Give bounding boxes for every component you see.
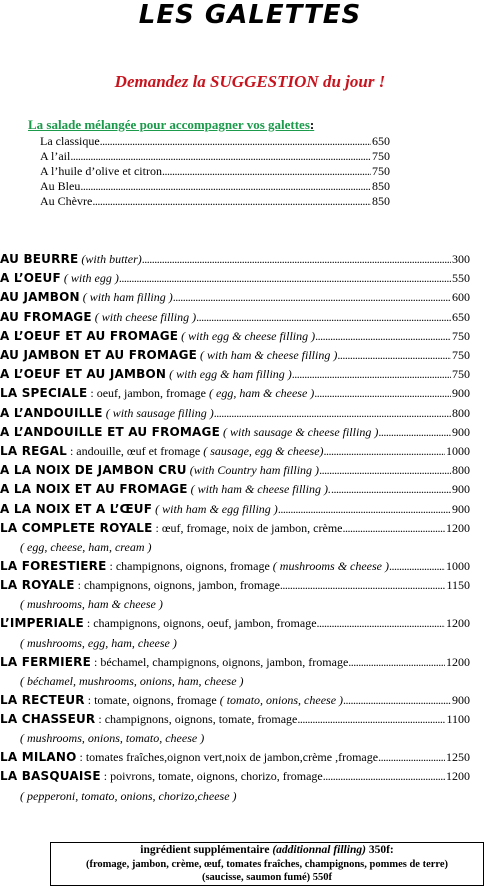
salad-item bbox=[40, 179, 390, 194]
menu-item-description: : champignons, oignons, tomate, fromage bbox=[95, 712, 298, 727]
menu-item bbox=[0, 365, 470, 384]
menu-item-text bbox=[0, 365, 292, 384]
menu-item bbox=[0, 710, 470, 748]
menu-item-row bbox=[0, 308, 470, 327]
menu-item-price: 750 bbox=[452, 367, 470, 382]
menu-item-description: : champignons, oignons, oeuf, jambon, fromage bbox=[83, 616, 317, 631]
menu-item-price: 750 bbox=[452, 328, 470, 343]
salad-item-price: 750 bbox=[372, 149, 390, 163]
menu-item-row bbox=[0, 384, 470, 403]
menu-item-translation: (with butter) bbox=[81, 252, 142, 266]
menu-item-description: : tomates fraîches,oignon vert,noix de jambon,crème ,fromage bbox=[76, 750, 379, 765]
menu-item-name: LA FERMIERE bbox=[0, 654, 91, 669]
dot-leader bbox=[162, 164, 371, 179]
menu-item-price: 1000 bbox=[446, 559, 470, 574]
menu-item-price: 800 bbox=[452, 405, 470, 420]
salad-item bbox=[40, 149, 390, 164]
menu-item bbox=[0, 442, 470, 461]
menu-item-row bbox=[0, 269, 470, 288]
menu-item-translation: ( with cheese filling ) bbox=[94, 309, 197, 324]
menu-item-row bbox=[0, 691, 470, 710]
menu-item-translation: ( with sausage & cheese filling ) bbox=[223, 424, 379, 439]
menu-item-name: AU BEURRE bbox=[0, 252, 79, 266]
menu-item-row bbox=[0, 500, 470, 519]
menu-item bbox=[0, 576, 470, 614]
menu-item-translation: ( with ham & cheese filling ). bbox=[190, 482, 331, 497]
dot-leader bbox=[214, 404, 451, 423]
menu-item-row bbox=[0, 710, 470, 729]
menu-item-price: 1000 bbox=[446, 444, 470, 459]
menu-item bbox=[0, 327, 470, 346]
menu-item-translation: ( with ham & egg filling ) bbox=[155, 501, 278, 516]
menu-item-text bbox=[0, 346, 337, 365]
salad-item-price: 850 bbox=[372, 194, 390, 208]
dot-leader bbox=[142, 250, 451, 269]
menu-item-description: : andouille, œuf et fromage bbox=[66, 444, 201, 459]
menu-item-price: 750 bbox=[452, 348, 470, 363]
salad-heading bbox=[28, 117, 314, 133]
menu-item-text bbox=[0, 653, 348, 672]
menu-item-name: LA CHASSEUR bbox=[0, 712, 96, 727]
menu-item-name: AU JAMBON bbox=[0, 290, 80, 305]
dot-leader bbox=[389, 557, 445, 576]
suggestion-banner: Demandez la SUGGESTION du jour ! bbox=[114, 72, 386, 91]
menu-item-price: 1100 bbox=[446, 712, 470, 727]
menu-item-row bbox=[0, 423, 470, 442]
menu-item bbox=[0, 250, 470, 269]
salad-item-name: A l’ail bbox=[40, 149, 71, 163]
menu-item bbox=[0, 288, 470, 307]
menu-item-row bbox=[0, 653, 470, 672]
menu-item-text bbox=[0, 327, 315, 346]
extra-filling-translation: (additionnal filling) bbox=[272, 844, 366, 856]
menu-item-translation: ( with egg & ham filling ) bbox=[169, 367, 292, 382]
extra-filling-line-1 bbox=[51, 844, 483, 858]
menu-item-price: 900 bbox=[452, 424, 470, 439]
salad-item-name: La classique bbox=[40, 134, 100, 148]
menu-item-name: AU FROMAGE bbox=[0, 309, 92, 324]
menu-item-row bbox=[0, 480, 470, 499]
menu-item-text bbox=[0, 308, 196, 327]
dot-leader bbox=[317, 614, 445, 633]
menu-item-name: LA ROYALE bbox=[0, 578, 75, 593]
menu-item-translation: ( mushrooms, egg, ham, cheese ) bbox=[20, 635, 177, 650]
salad-item bbox=[40, 134, 390, 149]
menu-item-price: 300 bbox=[452, 252, 470, 266]
menu-item-text bbox=[0, 767, 323, 786]
menu-item-price: 900 bbox=[452, 482, 470, 497]
menu-item-price: 1200 bbox=[446, 769, 470, 784]
menu-item-price: 1200 bbox=[446, 520, 470, 535]
dot-leader bbox=[378, 748, 445, 767]
menu-item-text bbox=[0, 288, 173, 307]
menu-item-description: : œuf, fromage, noix de jambon, crème bbox=[152, 520, 343, 535]
menu-item-name: A LA NOIX ET AU FROMAGE bbox=[0, 482, 188, 497]
menu-item-translation: ( mushrooms, onions, tomato, cheese ) bbox=[20, 731, 205, 746]
menu-item bbox=[0, 423, 470, 442]
menu-item-translation: ( egg, ham & cheese ) bbox=[209, 386, 315, 401]
menu-item-text bbox=[0, 576, 280, 595]
menu-item-name: AU JAMBON ET AU FROMAGE bbox=[0, 348, 198, 363]
menu-item-row bbox=[0, 748, 470, 767]
menu-item-row bbox=[0, 767, 470, 786]
salad-list bbox=[40, 134, 390, 209]
menu-item-name: LA MILANO bbox=[0, 750, 77, 765]
extra-filling-price: 350f: bbox=[365, 844, 394, 856]
dot-leader bbox=[314, 384, 451, 403]
dot-leader bbox=[315, 327, 451, 346]
extra-filling-label: ingrédient supplémentaire bbox=[140, 844, 273, 856]
dot-leader bbox=[297, 710, 445, 729]
menu-item-text bbox=[0, 480, 331, 499]
extra-filling-line-3: (saucisse, saumon fumé) 550f bbox=[201, 872, 333, 883]
dot-leader bbox=[337, 346, 451, 365]
menu-item-translation: ( with egg ) bbox=[63, 271, 119, 286]
menu-item bbox=[0, 308, 470, 327]
salad-item-name: Au Bleu bbox=[40, 179, 81, 193]
menu-item bbox=[0, 519, 470, 557]
menu-item-description: : champignons, oignons, fromage bbox=[106, 559, 270, 574]
menu-item-translation: ( sausage, egg & cheese) bbox=[203, 444, 324, 459]
dot-leader bbox=[342, 519, 445, 538]
menu-item-price: 800 bbox=[452, 463, 470, 478]
menu-item-text bbox=[0, 442, 324, 461]
menu-item-row bbox=[0, 288, 470, 307]
salad-item-price: 850 bbox=[372, 179, 390, 193]
menu-item-row bbox=[0, 461, 470, 480]
salad-item bbox=[40, 164, 390, 179]
menu-item-description: : oeuf, jambon, fromage bbox=[87, 386, 206, 401]
menu-item-text bbox=[0, 519, 342, 538]
menu-item-name: A LA NOIX DE JAMBON CRU bbox=[0, 463, 187, 478]
menu-item-translation: ( tomato, onions, cheese ) bbox=[219, 692, 344, 707]
menu-item bbox=[0, 557, 470, 576]
menu-item-name: LA RECTEUR bbox=[0, 692, 85, 707]
menu-item-price: 900 bbox=[452, 501, 470, 516]
menu-item-name: A LA NOIX ET A L’ŒUF bbox=[0, 501, 153, 516]
menu-item-price: 1200 bbox=[446, 616, 470, 631]
menu-item-translation: ( with egg & cheese filling ) bbox=[181, 328, 316, 343]
menu-item-translation: ( béchamel, mushrooms, onions, ham, cheese ) bbox=[20, 673, 244, 688]
dot-leader bbox=[70, 149, 371, 164]
menu-item bbox=[0, 767, 470, 805]
menu-item-name: LA COMPLETE ROYALE bbox=[0, 520, 153, 535]
menu-item-translation: ( with sausage filling ) bbox=[105, 405, 214, 420]
menu-item-name: L’IMPERIALE bbox=[0, 616, 84, 631]
menu-item bbox=[0, 346, 470, 365]
menu-item-description: : tomate, oignons, fromage bbox=[84, 692, 217, 707]
menu-item-translation: ( egg, cheese, ham, cream ) bbox=[20, 540, 152, 555]
menu-item-text bbox=[0, 614, 317, 633]
menu-item bbox=[0, 691, 470, 710]
dot-leader bbox=[196, 308, 451, 327]
menu-item bbox=[0, 748, 470, 767]
menu-item bbox=[0, 500, 470, 519]
salad-item-name: Au Chèvre bbox=[40, 194, 93, 208]
menu-item-text bbox=[0, 250, 142, 269]
menu-item-text bbox=[0, 557, 389, 576]
dot-leader bbox=[348, 653, 445, 672]
menu-item bbox=[0, 614, 470, 652]
menu-item bbox=[0, 404, 470, 423]
menu-item-price: 900 bbox=[452, 386, 470, 401]
menu-item-text bbox=[0, 404, 214, 423]
menu-item bbox=[0, 384, 470, 403]
menu-item-row bbox=[0, 327, 470, 346]
menu-item-name: A L’ANDOUILLE bbox=[0, 405, 103, 420]
menu-item-row bbox=[0, 576, 470, 595]
menu-item-row bbox=[0, 557, 470, 576]
dot-leader bbox=[378, 423, 451, 442]
dot-leader bbox=[343, 691, 451, 710]
menu-item-text bbox=[0, 748, 378, 767]
menu-item-name: LA REGAL bbox=[0, 444, 67, 459]
menu-item bbox=[0, 269, 470, 288]
salad-item-price: 750 bbox=[372, 164, 390, 178]
salad-heading-colon: : bbox=[309, 117, 315, 132]
menu-item-price: 650 bbox=[452, 309, 470, 324]
salad-item bbox=[40, 194, 390, 209]
galettes-menu bbox=[0, 250, 470, 806]
menu-item-text bbox=[0, 269, 119, 288]
menu-item-translation: ( pepperoni, tomato, onions, chorizo,cheese ) bbox=[20, 788, 237, 803]
menu-item-translation: ( with ham filling ) bbox=[82, 290, 173, 305]
menu-item-name: LA FORESTIERE bbox=[0, 559, 107, 574]
dot-leader bbox=[280, 576, 446, 595]
menu-item-name: A L’OEUF ET AU JAMBON bbox=[0, 367, 167, 382]
menu-item-text bbox=[0, 461, 319, 480]
menu-item-name: A L’OEUF ET AU FROMAGE bbox=[0, 328, 179, 343]
menu-item-row bbox=[0, 614, 470, 633]
menu-item-text bbox=[0, 500, 278, 519]
menu-item bbox=[0, 653, 470, 691]
extra-filling-box bbox=[50, 842, 484, 886]
menu-item-row bbox=[0, 250, 470, 269]
extra-filling-line-2: (fromage, jambon, crème, œuf, tomates fraîches, champignons, pommes de terre) bbox=[85, 858, 449, 870]
dot-leader bbox=[92, 194, 371, 209]
menu-item-translation: ( mushrooms, ham & cheese ) bbox=[20, 597, 163, 612]
menu-item-row bbox=[0, 442, 470, 461]
dot-leader bbox=[80, 179, 371, 194]
dot-leader bbox=[319, 461, 451, 480]
menu-item-row bbox=[0, 519, 470, 538]
menu-item-name: LA SPECIALE bbox=[0, 386, 88, 401]
menu-item-text bbox=[0, 710, 297, 729]
menu-item-name: LA BASQUAISE bbox=[0, 769, 101, 784]
dot-leader bbox=[100, 134, 371, 149]
page-title: LES GALETTES bbox=[138, 0, 362, 30]
salad-item-price: 650 bbox=[372, 134, 390, 148]
dot-leader bbox=[292, 365, 451, 384]
salad-heading-text: La salade mélangée pour accompagner vos galettes bbox=[28, 117, 310, 132]
dot-leader bbox=[331, 480, 451, 499]
menu-item-text bbox=[0, 691, 343, 710]
dot-leader bbox=[173, 288, 451, 307]
salad-item-name: A l’huile d’olive et citron bbox=[40, 164, 162, 178]
menu-item-price: 900 bbox=[452, 692, 470, 707]
dot-leader bbox=[119, 269, 451, 288]
menu-item bbox=[0, 480, 470, 499]
menu-item-translation: ( mushrooms & cheese ) bbox=[272, 559, 389, 574]
menu-item-name: A L’ANDOUILLE ET AU FROMAGE bbox=[0, 424, 220, 439]
menu-item-text bbox=[0, 384, 314, 403]
menu-item-price: 1250 bbox=[446, 750, 470, 765]
menu-item-description: : champignons, oignons, jambon, fromage bbox=[74, 578, 280, 593]
menu-item-row bbox=[0, 346, 470, 365]
menu-item-translation: ( with ham & cheese filling ) bbox=[200, 348, 338, 363]
dot-leader bbox=[324, 442, 445, 461]
menu-item-row bbox=[0, 404, 470, 423]
menu-item-row bbox=[0, 365, 470, 384]
menu-item-price: 550 bbox=[452, 271, 470, 286]
menu-item-price: 1200 bbox=[446, 654, 470, 669]
menu-item-name: A L’OEUF bbox=[0, 271, 61, 286]
dot-leader bbox=[323, 767, 445, 786]
menu-item bbox=[0, 461, 470, 480]
menu-item-translation: (with Country ham filling ) bbox=[189, 463, 320, 478]
dot-leader bbox=[278, 500, 451, 519]
menu-item-description: : béchamel, champignons, oignons, jambon, fromage bbox=[91, 654, 349, 669]
menu-item-price: 1150 bbox=[446, 578, 470, 593]
menu-item-text bbox=[0, 423, 378, 442]
menu-item-price: 600 bbox=[452, 290, 470, 305]
menu-item-description: : poivrons, tomate, oignons, chorizo, fromage bbox=[100, 769, 323, 784]
